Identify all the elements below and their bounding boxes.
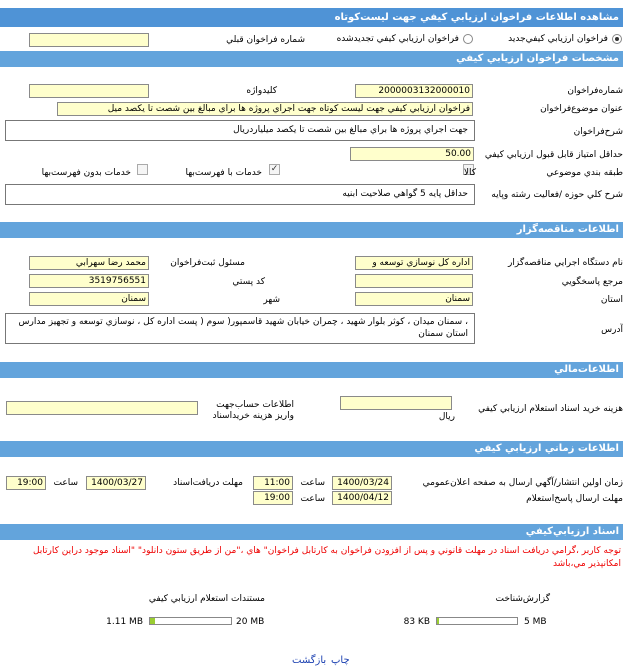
publish-time-label: ساعت <box>300 478 325 488</box>
print-link[interactable]: چاپ <box>331 655 350 666</box>
postal-label: كد پستي <box>232 277 265 287</box>
publish-label: زمان اولين انتشار/آگهي ارسال به صفحه اعلان‌عمومي <box>422 478 623 488</box>
documents-section-title: اسناد ارزيابي‌كيفي <box>0 524 623 540</box>
report-total: 5 MB <box>524 617 547 627</box>
org-input[interactable]: اداره كل نوسازي توسعه و <box>355 256 473 270</box>
currency-label: ريال <box>438 412 455 422</box>
previous-call-label: شماره فراخوان قبلي <box>226 35 305 45</box>
inquiry-used: 1.11 MB <box>106 617 143 627</box>
province-input[interactable]: سمنان <box>355 292 473 306</box>
reply-deadline-time-input[interactable]: 19:00 <box>253 491 293 505</box>
back-link[interactable]: بازگشت <box>292 655 327 666</box>
previous-call-input[interactable] <box>29 33 149 47</box>
receive-deadline-label: مهلت دريافت‌اسناد <box>173 478 243 488</box>
description-box: جهت اجراي پروژه ها براي مبالغ بين شصت تا يكصد ميلياردريال <box>5 120 475 141</box>
subject-input[interactable]: فراخوان ارزيابي كيفي جهت ليست كوتاه جهت اجراي پروژه ها براي مبالغ بين شصت تا يكصد ميل <box>57 102 473 116</box>
reference-input[interactable] <box>355 274 473 288</box>
report-title: گزارش‌شناخت <box>495 594 550 604</box>
account-input[interactable] <box>6 401 198 415</box>
documents-notice: توجه كاربر ،گرامي دريافت اسناد در مهلت قانوني و پس از افزودن فراخوان به كارتابل فراخوان" هاي ،"من از طريق ستون دانلود" "اسناد موجود دراين كارتابل امكانپذير مي،باشد <box>32 546 621 569</box>
inquiry-total: 20 MB <box>236 617 265 627</box>
publish-time-input[interactable]: 11:00 <box>253 476 293 490</box>
min-score-label: حداقل امتياز قابل قبول ارزيابي كيفي <box>484 150 623 160</box>
account-label: اطلاعات حساب‌جهت واريز هزينه خريداسناد <box>212 400 294 421</box>
classification-label: طبقه بندي موضوعي <box>546 168 623 178</box>
renewed-call-label: فراخوان ارزيابي كيفي تجديدشده <box>336 34 459 44</box>
goods-label: كالا <box>463 168 476 178</box>
keyword-label: كليدواژه <box>246 86 277 96</box>
report-progress-fill <box>437 618 439 624</box>
city-label: شهر <box>263 295 280 305</box>
scope-box: حداقل پايه 5 گواهي صلاحيت ابنيه <box>5 184 475 205</box>
publish-date-input[interactable]: 1400/03/24 <box>332 476 392 490</box>
address-box: ، سمنان ميدان ، كوثر بلوار شهيد ، چمران خيابان شهيد قاسمپور( سوم ( پست اداره كل ، نوسازي توسعه و تجهيز مدارس استان سمنان <box>5 313 475 344</box>
new-call-radio[interactable] <box>612 34 622 44</box>
specs-section-title: مشخصات فراخوان ارزيابي كيفي <box>0 51 623 67</box>
report-used: 83 KB <box>403 617 430 627</box>
report-progress <box>436 617 518 625</box>
description-label: شرح‌فراخوان <box>573 127 623 137</box>
receive-deadline-time-label: ساعت <box>53 478 78 488</box>
scope-label: شرح كلي حوزه /فعاليت رشته وپايه <box>491 190 623 200</box>
renewed-call-radio[interactable] <box>463 34 473 44</box>
reply-deadline-date-input[interactable]: 1400/04/12 <box>332 491 392 505</box>
timing-section-title: اطلاعات زماني ارزيابي كيفي <box>0 441 623 457</box>
inquiry-progress <box>149 617 232 625</box>
fee-label: هزينه خريد اسناد استعلام ارزيابي كيفي <box>478 404 623 414</box>
province-label: استان <box>600 295 623 305</box>
tenderer-section-title: اطلاعات مناقصه‌گزار <box>0 222 623 238</box>
city-input[interactable]: سمنان <box>29 292 149 306</box>
services-listed-checkbox[interactable]: ✓ <box>270 164 279 174</box>
subject-label: عنوان موضوع‌فراخوان <box>540 104 623 114</box>
services-listed-label: خدمات با فهرست‌بها <box>185 168 262 178</box>
min-score-input[interactable]: 50.00 <box>350 147 474 161</box>
registrar-input[interactable]: محمد رضا سهرابي <box>29 256 149 270</box>
reply-deadline-time-label: ساعت <box>300 494 325 504</box>
financial-section-title: اطلاعات‌مالي <box>0 362 623 378</box>
call-number-input[interactable]: 2000003132000010 <box>355 84 473 98</box>
keyword-input[interactable] <box>29 84 149 98</box>
new-call-label: فراخوان ارزيابي كيفي‌جديد <box>508 34 608 44</box>
call-number-label: شماره‌فراخوان <box>567 86 623 96</box>
page-title: مشاهده اطلاعات فراخوان ارزيابي كيفي جهت ليست‌كوتاه <box>0 8 623 27</box>
inquiry-title: مستندات استعلام ارزيابي كيفي <box>148 594 265 604</box>
reply-deadline-label: مهلت ارسال پاسخ‌استعلام <box>526 494 623 504</box>
inquiry-progress-fill <box>150 618 155 624</box>
fee-input[interactable] <box>340 396 452 410</box>
services-unlisted-checkbox[interactable] <box>137 164 148 175</box>
registrar-label: مسئول ثبت‌فراخوان <box>170 258 245 268</box>
address-label: آدرس <box>601 325 623 335</box>
org-label: نام دستگاه اجرايي مناقصه‌گزار <box>508 258 623 268</box>
receive-deadline-date-input[interactable]: 1400/03/27 <box>86 476 146 490</box>
services-unlisted-label: خدمات بدون فهرست‌بها <box>41 168 131 178</box>
receive-deadline-time-input[interactable]: 19:00 <box>6 476 46 490</box>
postal-input[interactable]: 3519756551 <box>29 274 149 288</box>
reference-label: مرجع پاسخگويي <box>561 277 623 287</box>
